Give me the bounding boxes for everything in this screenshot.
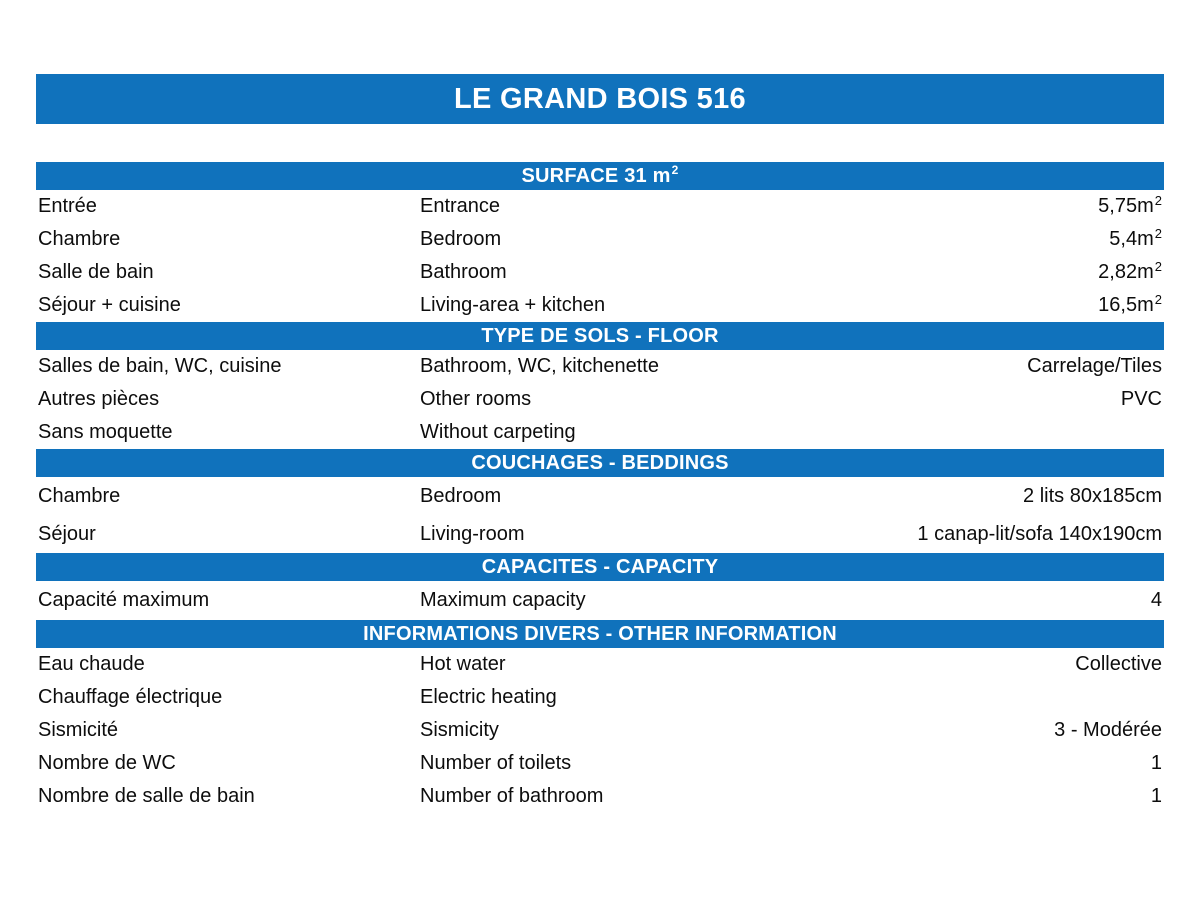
section-header-label: SURFACE 31 m	[521, 164, 671, 187]
table-row	[36, 289, 1164, 322]
section-surface	[36, 162, 1164, 322]
row-value: $5,4m^2$	[1109, 226, 1162, 250]
label-en: Living-area + kitchen	[420, 294, 606, 316]
label-en: Other rooms	[420, 388, 532, 410]
label-fr: Séjour	[38, 522, 96, 545]
row-value: 1 canap-lit/sofa 140x190cm	[917, 522, 1162, 545]
table-row	[36, 477, 1164, 515]
table-row	[36, 223, 1164, 256]
table-row	[36, 648, 1164, 681]
label-en: Bathroom	[420, 261, 507, 283]
row-value: $5,75m^2$	[1098, 193, 1162, 217]
table-row	[36, 383, 1164, 416]
row-value: 2 lits 80x185cm	[1023, 484, 1162, 507]
label-en: Number of toilets	[420, 752, 572, 774]
label-en: Sismicity	[420, 719, 499, 741]
table-row	[36, 350, 1164, 383]
section-capacity	[36, 553, 1164, 620]
label-en: Bedroom	[420, 228, 502, 250]
label-fr: Entrée	[38, 195, 97, 217]
label-en: Hot water	[420, 653, 506, 675]
row-value: 1	[1150, 752, 1162, 774]
label-fr: Capacité maximum	[38, 589, 210, 611]
row-value: 3 - Modérée	[1054, 719, 1162, 741]
section-header-capacity	[36, 553, 1164, 581]
label-fr: Chambre	[38, 228, 121, 250]
superscript: 2	[1154, 193, 1162, 208]
table-row	[36, 681, 1164, 714]
superscript: 2	[1154, 259, 1162, 274]
label-fr: Nombre de salle de bain	[38, 785, 255, 807]
table-row	[36, 780, 1164, 813]
table-row	[36, 714, 1164, 747]
section-header-beddings	[36, 449, 1164, 477]
row-value: 4	[1150, 589, 1162, 611]
label-fr: Salles de bain, WC, cuisine	[38, 355, 282, 377]
section-other-information	[36, 620, 1164, 813]
label-en: Number of bathroom	[420, 785, 604, 807]
section-floor	[36, 322, 1164, 449]
superscript: 2	[671, 163, 679, 177]
section-header-label: CAPACITES - CAPACITY	[481, 555, 719, 578]
section-beddings	[36, 449, 1164, 553]
table-row	[36, 581, 1164, 620]
table-row	[36, 190, 1164, 223]
label-en: Maximum capacity	[420, 589, 586, 611]
label-fr: Séjour + cuisine	[38, 294, 181, 316]
table-row	[36, 747, 1164, 780]
row-value: $16,5m^2$	[1098, 292, 1162, 316]
label-fr: Salle de bain	[38, 261, 154, 283]
row-value: $2,82m^2$	[1098, 259, 1162, 283]
superscript: 2	[1154, 226, 1162, 241]
label-fr: Sans moquette	[38, 421, 173, 443]
section-header-floor	[36, 322, 1164, 350]
row-value: Carrelage/Tiles	[1027, 355, 1162, 377]
property-info-sheet	[36, 74, 1164, 813]
section-header-label: TYPE DE SOLS - FLOOR	[481, 324, 719, 347]
row-value: Collective	[1075, 653, 1162, 675]
page-title: LE GRAND BOIS 516	[454, 82, 746, 115]
table-row	[36, 515, 1164, 553]
label-fr: Chauffage électrique	[38, 686, 223, 708]
section-header-label: COUCHAGES - BEDDINGS	[471, 451, 729, 474]
section-header-other-information	[36, 620, 1164, 648]
label-en: Bathroom, WC, kitchenette	[420, 355, 659, 377]
label-en: Bedroom	[420, 484, 502, 507]
title-bar	[36, 74, 1164, 124]
label-fr: Eau chaude	[38, 653, 145, 675]
label-en: Living-room	[420, 522, 525, 545]
label-fr: Nombre de WC	[38, 752, 176, 774]
section-header-surface	[36, 162, 1164, 190]
superscript: 2	[1154, 292, 1162, 307]
label-fr: Autres pièces	[38, 388, 160, 410]
section-header-label: INFORMATIONS DIVERS - OTHER INFORMATION	[363, 622, 837, 645]
label-en: Electric heating	[420, 686, 557, 708]
row-value: 1	[1150, 785, 1162, 807]
row-value: PVC	[1120, 388, 1162, 410]
table-row	[36, 256, 1164, 289]
label-en: Entrance	[420, 195, 501, 217]
label-fr: Sismicité	[38, 719, 119, 741]
table-row	[36, 416, 1164, 449]
label-en: Without carpeting	[420, 421, 576, 443]
label-fr: Chambre	[38, 484, 121, 507]
